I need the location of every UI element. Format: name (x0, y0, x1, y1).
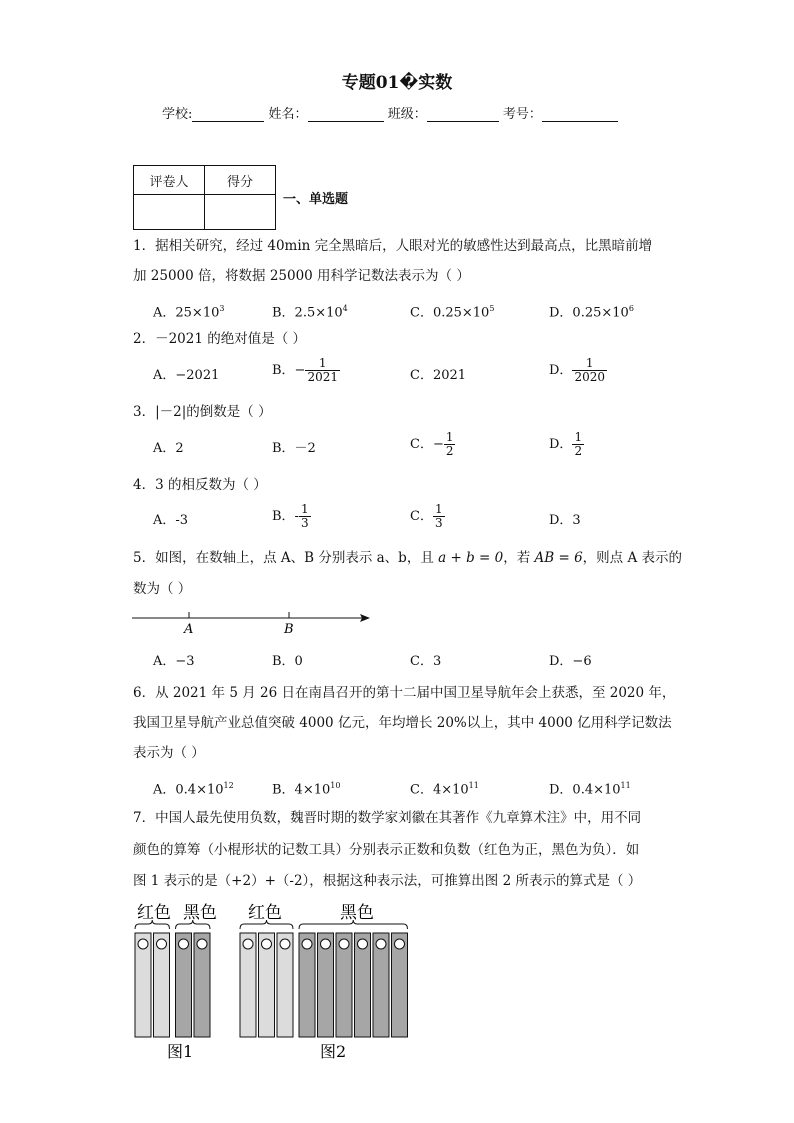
q5-option-a[interactable]: A．−3 (153, 654, 195, 669)
name-label: 姓名： (268, 107, 308, 122)
rods-layer (135, 933, 408, 1037)
q2-option-c[interactable]: C．2021 (410, 368, 467, 383)
q4-c-fraction (433, 503, 445, 530)
q1-b-exp: 4 (342, 304, 348, 313)
number-line-figure (130, 606, 380, 640)
fig1-red-rod-knob (138, 939, 148, 949)
fig2-black-rod-knob (321, 939, 331, 949)
q4-b-prefix: B．- (272, 509, 299, 524)
q7-line2: 颜色的算筹（小棍形状的记数工具）分别表示正数和负数（红色为正，黑色为负）．如 (133, 842, 640, 858)
q3-c-fraction (444, 431, 456, 458)
score-header: 得分 (205, 166, 276, 195)
school-label: 学校: (162, 107, 193, 122)
fig1-black-rod-knob (179, 939, 189, 949)
q3-option-d[interactable] (549, 431, 584, 458)
q6-c-base: C．4×10 (410, 782, 469, 798)
q4-b-denominator: 3 (300, 516, 309, 530)
q1-d-exp: 6 (628, 304, 634, 313)
class-label: 班级： (387, 107, 427, 122)
q2-b-fraction (305, 357, 340, 384)
q1-c-exp: 5 (489, 304, 495, 313)
q4-b-numerator: 1 (300, 502, 309, 516)
fig2-black-rod-knob (358, 939, 368, 949)
q1-a-base: A．25×10 (153, 305, 220, 321)
q4-stem: 4．3 的相反数为（ ） (133, 477, 267, 493)
q6-line3: 表示为（ ） (133, 745, 205, 761)
q3-c-denominator: 2 (445, 444, 454, 458)
q6-d-base: D．0.4×10 (549, 782, 621, 798)
name-blank[interactable] (308, 107, 384, 122)
fig2-black-label: 黑色 (340, 903, 374, 923)
q5-option-b[interactable]: B．0 (272, 654, 303, 669)
page-title: 专题01�实数 (341, 73, 453, 93)
q4-c-denominator: 3 (434, 516, 443, 530)
q3-d-numerator: 1 (574, 430, 583, 444)
q3-stem: 3．|－2|的倒数是（ ） (133, 404, 272, 420)
q3-option-c[interactable] (410, 431, 455, 458)
fig1-caption: 图1 (167, 1042, 194, 1061)
student-info-line (162, 103, 618, 122)
q5-line1 (133, 548, 682, 568)
q6-option-a[interactable] (153, 776, 234, 800)
q5-line2: 数为（ ） (133, 581, 192, 597)
q3-option-a[interactable]: A．2 (153, 441, 184, 456)
q4-b-fraction (299, 503, 311, 530)
q7-line1: 7．中国人最先使用负数，魏晋时期的数学家刘徽在其著作《九章算术注》中，用不同 (133, 810, 642, 826)
q3-d-prefix: D． (549, 437, 573, 452)
q5-line1-part-c: ，则点 A 表示的 (582, 550, 682, 566)
fig2-red-rod-knob (262, 939, 272, 949)
q1-d-base: D．0.25×10 (549, 305, 629, 321)
q3-option-b[interactable]: B．－2 (272, 441, 316, 456)
counting-rods-figure (130, 898, 430, 1068)
q2-option-b[interactable] (272, 357, 340, 384)
point-b-label: B (284, 622, 294, 637)
fig1-black-label: 黑色 (183, 903, 217, 923)
q3-d-denominator: 2 (574, 444, 583, 458)
fig2-red-label: 红色 (248, 903, 282, 923)
q2-d-prefix: D． (549, 363, 573, 378)
q7-line3: 图 1 表示的是（+2）+（-2），根据这种表示法，可推算出图 2 所表示的算式是（ ） (133, 873, 642, 889)
q1-a-exp: 3 (219, 304, 225, 313)
q4-option-d[interactable]: D．3 (549, 513, 581, 528)
fig1-red-rod-knob (157, 939, 167, 949)
q6-b-exp: 10 (330, 781, 341, 790)
school-blank[interactable] (192, 107, 264, 122)
q5-equation-ab: AB = 6 (534, 550, 583, 566)
q4-option-c[interactable] (410, 503, 445, 530)
q4-option-b[interactable] (272, 503, 311, 530)
q6-option-d[interactable] (549, 776, 631, 800)
q1-line2: 加 25000 倍，将数据 25000 用科学记数法表示为（ ） (133, 268, 470, 284)
exam-number-blank[interactable] (542, 107, 618, 122)
q4-c-numerator: 1 (434, 502, 443, 516)
fig2-caption: 图2 (320, 1042, 347, 1061)
q1-option-c[interactable] (410, 299, 494, 323)
q1-line1: 1．据相关研究，经过 40min 完全黑暗后，人眼对光的敏感性达到最高点，比黑暗前增 (133, 238, 653, 254)
q6-a-exp: 12 (223, 781, 234, 790)
q1-option-b[interactable] (272, 299, 348, 323)
q2-d-denominator: 2020 (574, 370, 605, 384)
q3-c-numerator: 1 (445, 430, 454, 444)
q1-b-base: B．2.5×10 (272, 305, 343, 321)
q5-line1-part-a: 5．如图，在数轴上，点 A、B 分别表示 a、b，且 (133, 550, 439, 566)
q2-b-prefix: B．− (272, 363, 306, 378)
q6-a-base: A．0.4×10 (153, 782, 224, 798)
q6-d-exp: 11 (620, 781, 631, 790)
q5-option-d[interactable]: D．−6 (549, 654, 592, 669)
fig2-red-rod-knob (243, 939, 253, 949)
q5-option-c[interactable]: C．3 (410, 654, 442, 669)
section-title: 一、单选题 (283, 192, 349, 207)
fig1-red-label: 红色 (137, 903, 171, 923)
q6-c-exp: 11 (468, 781, 479, 790)
q6-line1: 6．从 2021 年 5 月 26 日在南昌召开的第十二届中国卫星导航年会上获悉，至 2020 年， (133, 685, 676, 701)
q1-option-a[interactable] (153, 299, 224, 323)
q2-b-denominator: 2021 (307, 370, 338, 384)
q2-option-d[interactable] (549, 357, 607, 384)
q2-option-a[interactable]: A．−2021 (153, 368, 220, 383)
class-blank[interactable] (427, 107, 499, 122)
q5-line1-part-b: ，若 (503, 550, 535, 566)
point-a-label: A (184, 622, 194, 637)
q1-option-d[interactable] (549, 299, 634, 323)
fig2-black-rod-knob (302, 939, 312, 949)
q2-d-fraction (572, 357, 607, 384)
exam-number-label: 考号： (502, 107, 542, 122)
fig2-black-rod-knob (395, 939, 405, 949)
q4-option-a[interactable]: A．-3 (153, 513, 189, 528)
q1-c-base: C．0.25×10 (410, 305, 490, 321)
reviewer-header: 评卷人 (134, 166, 205, 195)
fig1-black-rod-knob (197, 939, 207, 949)
q6-line2: 我国卫星导航产业总值突破 4000 亿元，年均增长 20%以上，其中 4000 亿用科学记数法 (133, 715, 672, 731)
q4-c-prefix: C． (410, 509, 433, 524)
score-cell[interactable] (205, 195, 276, 230)
reviewer-cell[interactable] (134, 195, 205, 230)
q3-c-prefix: C．− (410, 437, 444, 452)
q2-d-numerator: 1 (585, 356, 594, 370)
q5-equation-sum: a + b = 0 (438, 550, 504, 566)
fig2-black-rod-knob (339, 939, 349, 949)
score-table (133, 165, 276, 230)
q2-stem: 2．－2021 的绝对值是（ ） (133, 331, 307, 347)
fig2-black-rod-knob (376, 939, 386, 949)
fig2-red-rod-knob (280, 939, 290, 949)
q3-d-fraction (572, 431, 584, 458)
q6-b-base: B．4×10 (272, 782, 331, 798)
q6-option-b[interactable] (272, 776, 340, 800)
q6-option-c[interactable] (410, 776, 479, 800)
q2-b-numerator: 1 (318, 356, 327, 370)
